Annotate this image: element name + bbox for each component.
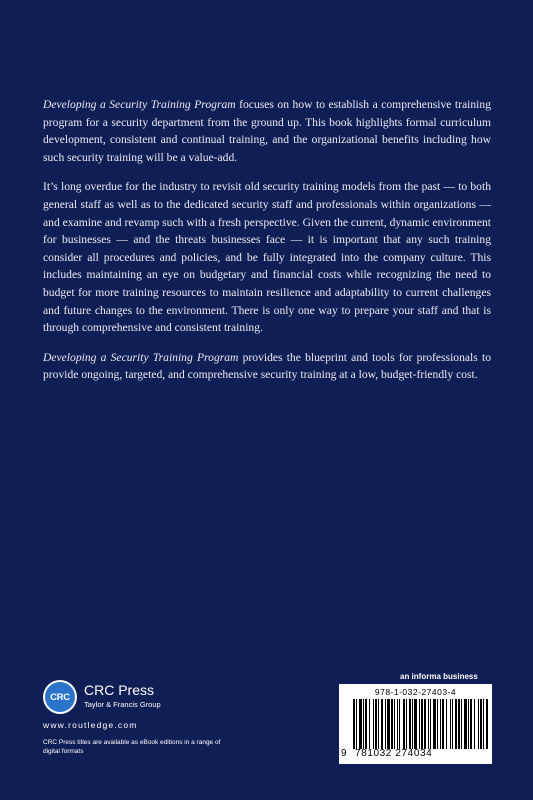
barcode-bar xyxy=(433,699,436,749)
barcode-bar xyxy=(365,699,367,749)
barcode-bar xyxy=(414,699,417,749)
barcode-bar xyxy=(440,699,441,749)
barcode-bar xyxy=(391,699,393,749)
publisher-url: www.routledge.com xyxy=(43,720,138,730)
isbn-text: 978-1-032-27403-4 xyxy=(374,687,457,697)
barcode-bar xyxy=(394,699,395,749)
crc-logo-text: CRC xyxy=(45,682,75,712)
barcode-bar xyxy=(424,699,426,749)
barcode-bar xyxy=(421,699,423,749)
barcode-bar xyxy=(375,699,377,749)
barcode-bar xyxy=(461,699,462,749)
barcode-bar xyxy=(455,699,457,749)
ebook-note: CRC Press titles are available as eBook editions in a range of digital formats xyxy=(43,739,221,755)
barcode-bar xyxy=(353,699,355,749)
barcode-bar xyxy=(480,699,482,749)
barcode-bar xyxy=(446,699,447,749)
barcode-bar xyxy=(458,699,460,749)
barcode-bar xyxy=(409,699,411,749)
barcode-bar xyxy=(359,699,362,749)
publisher-group: Taylor & Francis Group xyxy=(84,700,161,709)
isbn-digits xyxy=(341,748,491,759)
crc-logo-icon xyxy=(43,680,77,714)
barcode-bar xyxy=(363,699,364,749)
barcode-bar xyxy=(369,699,370,749)
barcode-bar xyxy=(452,699,453,749)
barcode-bar xyxy=(428,699,429,749)
barcode-bar xyxy=(419,699,420,749)
barcode-bar xyxy=(399,699,400,749)
publisher-name: CRC Press xyxy=(84,682,155,698)
blurb-paragraph-3 xyxy=(43,349,491,384)
blurb xyxy=(43,96,491,396)
blurb-paragraph-2: It’s long overdue for the industry to revisit old security training models from the past — to both general staff as well as to the dedicated security staff and professionals within organizations — and examine and revamp such with a fresh perspective. Given the current, dynamic environment for businesses — and the threats businesses face — it is important that any such training consider all procedures and policies, and be fully integrated into the company culture. This includes maintaining an eye on budgetary and financial costs while recognizing the need to budget for more training resources to maintain resilience and adaptability to current challenges and future changes to the environment. There is only one way to prepare your staff and that is through comprehensive and consistent training. xyxy=(43,180,491,335)
barcode-bar xyxy=(430,699,431,749)
barcode-bar xyxy=(478,699,479,749)
barcode-bar xyxy=(378,699,379,749)
isbn-lead-digit: 9 xyxy=(341,748,348,759)
barcode-bar xyxy=(397,699,398,749)
barcode-bar xyxy=(373,699,374,749)
barcode-bar xyxy=(486,699,488,749)
barcode-bar xyxy=(464,699,467,749)
barcode-bar xyxy=(474,699,475,749)
barcode-bar xyxy=(450,699,451,749)
book-title-italic: Developing a Security Training Program xyxy=(43,350,239,364)
barcode-bar xyxy=(412,699,413,749)
informa-tagline: an informa business xyxy=(400,672,478,681)
barcode-box xyxy=(339,684,492,764)
blurb-paragraph-1 xyxy=(43,96,491,166)
barcode-bar xyxy=(437,699,438,749)
blurb-text: focuses on how to establish a comprehensive training program for a security department from the ground up. This book highlights formal curriculum development, consistent and continual training, and the organizational benefits including how such security training will be a value-add. xyxy=(43,98,491,164)
barcode-bar xyxy=(385,699,386,749)
isbn-number: 781032 274034 xyxy=(355,748,433,759)
barcode-bar xyxy=(483,699,484,749)
barcode-bar xyxy=(403,699,405,749)
barcode-bar xyxy=(442,699,444,749)
barcode-bar xyxy=(381,699,383,749)
barcode-bar xyxy=(387,699,390,749)
barcode-icon xyxy=(353,699,489,749)
blurb-text: provides the blueprint and tools for professionals to provide ongoing, targeted, and comprehensive security training at a low, budget-friendly cost. xyxy=(43,350,491,382)
barcode-bar xyxy=(406,699,407,749)
book-title-italic: Developing a Security Training Program xyxy=(43,98,236,111)
barcode-bar xyxy=(468,699,469,749)
barcode-bar xyxy=(470,699,472,749)
barcode-bar xyxy=(356,699,357,749)
